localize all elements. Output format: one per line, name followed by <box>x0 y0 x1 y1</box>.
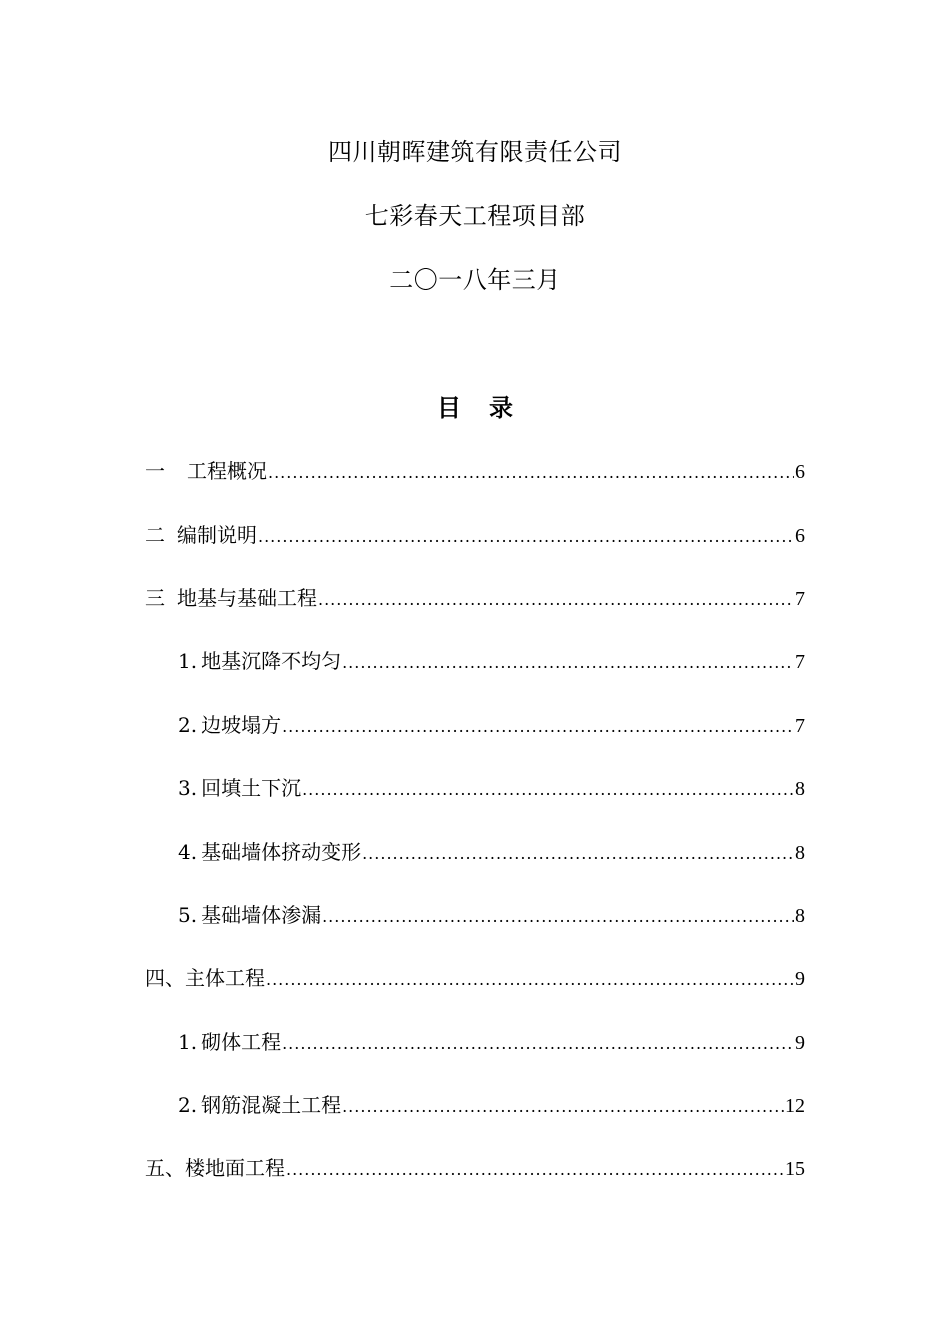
toc-title-part2: 录 <box>489 394 513 422</box>
toc-entry[interactable] <box>178 712 805 740</box>
toc-dot-leader <box>258 524 794 550</box>
toc-entry[interactable] <box>145 522 805 550</box>
toc-entry-text: 钢筋混凝土工程 <box>201 1093 342 1117</box>
toc-entry-page: 12 <box>785 1095 805 1117</box>
toc-entry-text: 编制说明 <box>177 523 257 547</box>
toc-entry[interactable] <box>178 839 805 867</box>
toc-entry[interactable] <box>145 1155 805 1183</box>
toc-entry[interactable] <box>145 585 805 613</box>
toc-entry-page: 6 <box>795 525 805 547</box>
toc-entry[interactable] <box>145 965 805 993</box>
toc-entry-text: 地基沉降不均匀 <box>201 649 342 673</box>
toc-entry[interactable] <box>178 902 805 930</box>
toc-entry-text: 楼地面工程 <box>185 1156 285 1180</box>
toc-title <box>0 393 950 423</box>
toc-dot-leader <box>282 1031 794 1057</box>
toc-entry-page: 7 <box>795 651 805 673</box>
toc-dot-leader <box>342 650 794 676</box>
toc-entry-number: 一 <box>145 459 165 483</box>
toc-entry[interactable] <box>178 1092 805 1120</box>
toc-entry-text: 基础墙体渗漏 <box>201 903 322 927</box>
toc-dot-leader <box>322 904 794 930</box>
toc-entry-page: 15 <box>785 1158 805 1180</box>
toc-dot-leader <box>318 587 794 613</box>
toc-dot-leader <box>268 460 794 486</box>
toc-entry-page: 8 <box>795 778 805 800</box>
toc-entry-number: 1. <box>178 1030 198 1054</box>
company-name: 四川朝晖建筑有限责任公司 <box>328 138 622 166</box>
toc-entry-number: 二 <box>145 523 165 547</box>
toc-title-part1: 目 <box>437 394 461 422</box>
toc-entry-page: 9 <box>795 968 805 990</box>
toc-entry-text: 砌体工程 <box>201 1030 282 1054</box>
toc-dot-leader <box>302 777 794 803</box>
toc-entry-text: 回填土下沉 <box>201 776 302 800</box>
toc-entry-page: 8 <box>795 905 805 927</box>
toc-entry-page: 7 <box>795 588 805 610</box>
toc-entry[interactable] <box>145 458 805 486</box>
toc-entry-page: 8 <box>795 842 805 864</box>
toc-dot-leader <box>286 1157 784 1183</box>
toc-entry-text: 主体工程 <box>185 966 265 990</box>
toc-entry-page: 9 <box>795 1032 805 1054</box>
toc-entry-page: 7 <box>795 715 805 737</box>
toc-entry-number: 五、 <box>145 1156 185 1180</box>
project-department: 七彩春天工程项目部 <box>364 202 586 230</box>
toc-entry-number: 4. <box>178 840 198 864</box>
toc-dot-leader <box>342 1094 784 1120</box>
toc-dot-leader <box>266 967 794 993</box>
document-date: 二〇一八年三月 <box>389 266 561 294</box>
toc-dot-leader <box>282 714 794 740</box>
toc-entry-text: 基础墙体挤动变形 <box>201 840 362 864</box>
toc-dot-leader <box>362 841 794 867</box>
toc-entry-number: 2. <box>178 713 198 737</box>
toc-entry[interactable] <box>178 648 805 676</box>
toc-entry-page: 6 <box>795 461 805 483</box>
toc-entry[interactable] <box>178 1029 805 1057</box>
toc-entry-number: 三 <box>145 586 165 610</box>
toc-entry-number: 1. <box>178 649 198 673</box>
toc-entry-number: 3. <box>178 776 198 800</box>
toc-entry-number: 5. <box>178 903 198 927</box>
toc-entry-text: 工程概况 <box>187 459 267 483</box>
toc-entry[interactable] <box>178 775 805 803</box>
toc-entry-number: 2. <box>178 1093 198 1117</box>
toc-entry-text: 地基与基础工程 <box>177 586 317 610</box>
toc-entry-number: 四、 <box>145 966 185 990</box>
toc-entry-text: 边坡塌方 <box>201 713 282 737</box>
